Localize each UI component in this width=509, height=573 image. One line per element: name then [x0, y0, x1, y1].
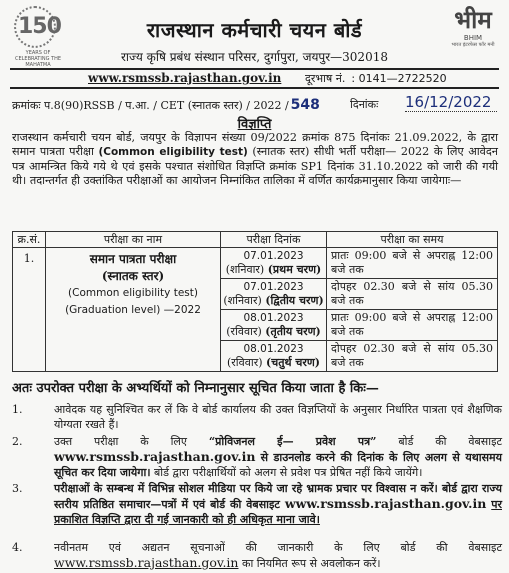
reference-handwritten: 548 [290, 97, 320, 113]
notice-title: विज्ञप्ति [237, 117, 272, 132]
org-address: राज्य कृषि प्रबंध संस्थान परिसर, दुर्गापुरा, जयपुर—302018 [121, 50, 388, 64]
row-day: (शनिवार) [223, 294, 262, 307]
exam-name-hi1: समान पात्रता परीक्षा [89, 252, 177, 266]
exam-name-hi2: (स्नातक स्तर) [101, 269, 165, 283]
row-date: 07.01.2023 [243, 250, 304, 262]
row-date: 07.01.2023 [243, 281, 304, 293]
th-serial: क्र.सं. [13, 232, 46, 248]
note-text [54, 434, 502, 480]
note-mid: बोर्ड की वेबसाइट [398, 435, 503, 448]
note-item [12, 434, 502, 480]
note-quoted: “प्रोविजनल ई— प्रवेश पत्र” [208, 435, 377, 448]
notes-intro: अतः उपरोक्त परीक्षा के अभ्यर्थियों को निम्नानुसार सूचित किया जाता है किः— [12, 381, 379, 396]
note-rest: का नियमित रूप से अवलोकन करें। [242, 557, 381, 570]
para-part1: राजस्थान कर्मचारी चयन बोर्ड, जयपुर के विज्ञापन संख्या 09/2022 क्रमांक 875 दिनांकः 21.09.2022, के द्वारा समान पात्रता परीक्षा [12, 131, 498, 159]
row-day: (रविवार) [227, 356, 263, 369]
bhim-sub: BHIM [463, 34, 483, 42]
note-bold-rest: से डाउनलोड करने की दिनांक के लिए अलग से यथासमय सूचित कर दिया जायेगा। [54, 451, 502, 479]
note-number: 3. [12, 482, 23, 495]
bhim-mark: भीम [454, 6, 492, 34]
date-cell [221, 279, 327, 310]
row-day: (रविवार) [226, 325, 262, 338]
row-phase: (प्रथम चरण) [267, 263, 322, 276]
reference-text: क्रमांकः प.8(90)RSSB / प.आ. / CET (स्नातक स्तर) / 2022 / [12, 99, 289, 112]
note-item [12, 402, 502, 432]
phone-line [305, 71, 447, 86]
date-cell [221, 310, 327, 341]
phone-number: : 0141—2722520 [351, 72, 447, 85]
note-number: 4. [12, 541, 23, 554]
exam-name-en1: (Common eligibility test) [68, 287, 198, 299]
schedule-table [12, 231, 498, 372]
row-day: (शनिवार) [225, 263, 265, 276]
para-part2: (स्नातक स्तर) सीधी भर्ती परीक्षा— 2022 के लिए आवेदन पत्र आमन्त्रित किये गये थे एवं इसके पश्चात संशोधित विज्ञप्ति क्रमांक SP1 दिनांक 31.10.2022 को जारी की गयी थी। तदान्तर्गत ही उक्तांकित परीक्षाओं का आयोजन निम्नांकित तालिका में वर्णित कार्यक्रमानुसार किया जायेगाः— [12, 145, 498, 188]
reference-number [12, 97, 320, 113]
note-pre: नवीनतम एवं अद्यतन सूचनाओं की जानकारी के लिए बोर्ड की वेबसाइट [54, 541, 502, 554]
note-website-link[interactable]: www.rsmssb.rajasthan.gov.in [54, 555, 239, 570]
th-exam-time: परीक्षा का समय [327, 232, 498, 248]
exam-name-en2: (Graduation level) —2022 [65, 304, 201, 316]
date-label: दिनांकः [350, 98, 379, 111]
serial-cell: 1. [13, 248, 46, 372]
bhim-sub2: भारत इंटरफेस फॉर मनी [451, 42, 495, 48]
exam-name-cell [46, 248, 221, 372]
row-phase: (चतुर्थ चरण) [266, 356, 320, 369]
th-exam-date: परीक्षा दिनांक [221, 232, 327, 248]
header-rule-bottom [10, 87, 499, 89]
note-text: आवेदक यह सुनिश्चित कर लें कि वे बोर्ड कार्यालय की उक्त विज्ञप्तियों के अनुसार निर्धारित पात्रता एवं शैक्षणिक योग्यता रखते हैं। [54, 403, 502, 431]
row-phase: (द्वितीय चरण) [265, 294, 324, 307]
time-cell: प्रातः 09:00 बजे से अपराह्न 12:00 बजे तक [327, 248, 498, 279]
note-bold1: परीक्षाओं के सम्बन्ध में विभिन्न सोशल मीडिया पर किये जा रहे भ्रामक प्रचार पर विश्वास न करें। बोर्ड द्वारा राज्य स्तरीय प्रतिष्ठित समाचार—पत्रों में एवं बोर्ड की वेबसाइट [54, 482, 502, 511]
note-website-link[interactable]: www.rsmssb.rajasthan.gov.in [284, 496, 487, 511]
row-date: 08.01.2023 [243, 343, 304, 355]
time-cell: प्रातः 09:00 बजे से अपराह्न 12:00 बजे तक [327, 310, 498, 341]
time-cell: दोपहर 02.30 बजे से सांय 05.30 बजे तक [327, 341, 498, 372]
date-cell [221, 248, 327, 279]
note-rest: बोर्ड द्वारा परीक्षार्थियों को अलग से प्रवेश पत्र प्रेषित नहीं किये जायेंगे। [154, 466, 423, 479]
note-item [12, 540, 502, 571]
date-handwritten: 16/12/2022 [405, 93, 497, 112]
note-number: 1. [12, 403, 23, 416]
note-bold2: पर प्रकाशित विज्ञप्ति द्वारा दी गई जानकारी को ही अधिकृत माना जावे। [54, 498, 502, 526]
date-cell [221, 341, 327, 372]
intro-paragraph [12, 131, 498, 189]
note-website-link[interactable]: www.rsmssb.rajasthan.gov.in [54, 449, 256, 464]
th-exam-name: परीक्षा का नाम [46, 232, 221, 248]
time-cell: दोपहर 02.30 बजे से सांय 05.30 बजे तक [327, 279, 498, 310]
logo-caption: YEARS OF CELEBRATING THE MAHATMA [14, 50, 62, 68]
para-bold: (Common eligibility test) [98, 146, 248, 159]
note-text [54, 481, 502, 527]
website-link[interactable]: www.rsmssb.rajasthan.gov.in [88, 71, 282, 85]
row-phase: (तृतीय चरण) [265, 325, 321, 338]
logo-number: 150 [18, 14, 61, 39]
note-pre: उक्त परीक्षा के लिए [54, 435, 187, 448]
note-item [12, 481, 502, 527]
table-header-row [13, 232, 498, 248]
org-title: राजस्थान कर्मचारी चयन बोर्ड [146, 18, 363, 42]
note-number: 2. [12, 435, 23, 448]
table-row [13, 248, 498, 279]
header-rule-top [10, 68, 499, 70]
note-text [54, 540, 502, 571]
phone-label: दूरभाष नं. [305, 72, 346, 85]
row-date: 08.01.2023 [243, 312, 304, 324]
